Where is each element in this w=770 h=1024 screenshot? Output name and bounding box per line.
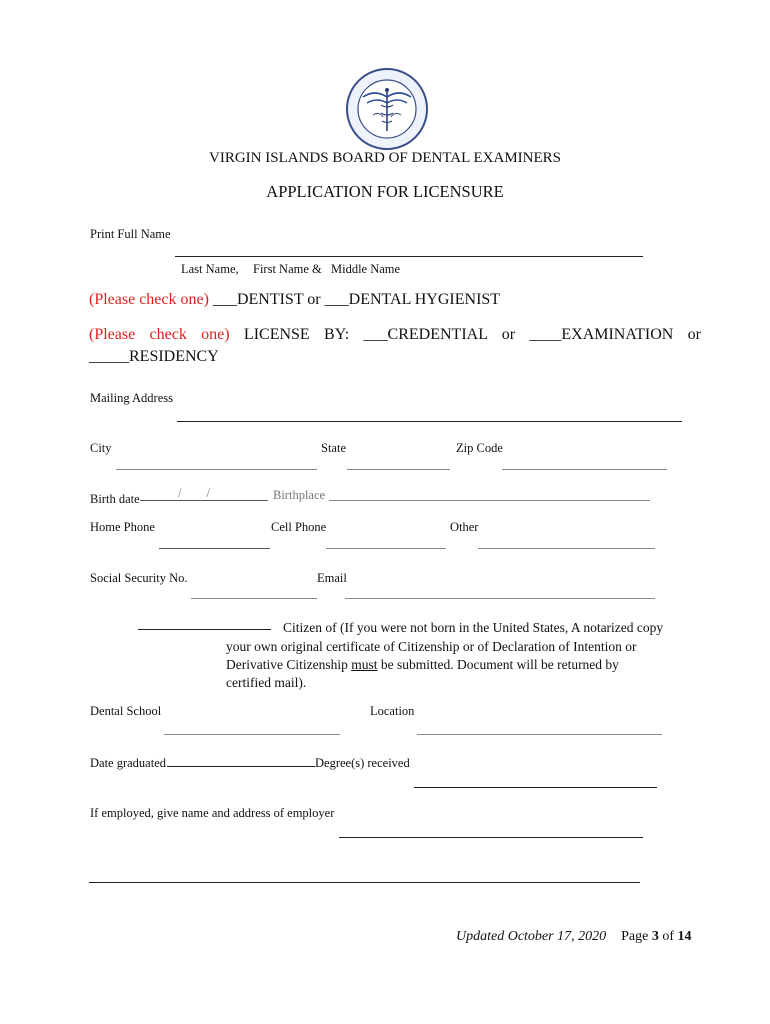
application-title: APPLICATION FOR LICENSURE bbox=[266, 182, 504, 201]
dental-school-field[interactable] bbox=[164, 734, 340, 735]
home-phone-field[interactable] bbox=[159, 548, 270, 549]
first-name-sublabel: First Name & bbox=[253, 262, 322, 276]
zip-field[interactable] bbox=[502, 469, 667, 470]
other-phone-label: Other bbox=[450, 520, 479, 534]
employer-label: If employed, give name and address of employer bbox=[90, 806, 335, 820]
full-name-label: Print Full Name bbox=[90, 227, 171, 241]
mailing-address-field[interactable] bbox=[177, 421, 682, 422]
full-name-field[interactable] bbox=[175, 256, 643, 257]
birth-date-slashes: / / bbox=[178, 486, 210, 500]
degree-field[interactable] bbox=[414, 787, 657, 788]
cell-phone-label: Cell Phone bbox=[271, 520, 327, 534]
ssn-label: Social Security No. bbox=[90, 571, 188, 585]
profession-row bbox=[89, 291, 500, 309]
profession-prompt: (Please check one) bbox=[89, 291, 209, 308]
citizenship-line-4: certified mail). bbox=[226, 675, 307, 690]
license-residency[interactable]: _____RESIDENCY bbox=[89, 348, 219, 365]
last-name-sublabel: Last Name, bbox=[181, 262, 239, 276]
location-field[interactable] bbox=[417, 734, 662, 735]
city-field[interactable] bbox=[116, 469, 317, 470]
birthplace-field[interactable] bbox=[329, 500, 650, 501]
birthplace-label: Birthplace bbox=[273, 488, 326, 502]
citizenship-lead-text: Citizen of (If you were not born in the United States, A notarized copy bbox=[283, 620, 664, 635]
dental-school-label: Dental School bbox=[90, 704, 162, 718]
cell-phone-field[interactable] bbox=[326, 548, 446, 549]
mailing-address-label: Mailing Address bbox=[90, 391, 173, 405]
page-total: 14 bbox=[677, 929, 692, 944]
page-footer: Updated October 17, 2020 Page 3 of 14 bbox=[456, 929, 692, 944]
license-options[interactable]: LICENSE BY: ___CREDENTIAL or ____EXAMINATION or bbox=[229, 326, 702, 343]
middle-name-sublabel: Middle Name bbox=[331, 262, 401, 276]
citizenship-paragraph bbox=[226, 638, 668, 692]
board-title: VIRGIN ISLANDS BOARD OF DENTAL EXAMINERS bbox=[209, 150, 561, 166]
ssn-field[interactable] bbox=[191, 598, 317, 599]
employer-field-1[interactable] bbox=[339, 837, 643, 838]
license-row bbox=[89, 326, 701, 344]
profession-options[interactable]: ___DENTIST or ___DENTAL HYGIENIST bbox=[208, 291, 501, 308]
other-phone-field[interactable] bbox=[478, 548, 655, 549]
date-graduated-field[interactable] bbox=[167, 766, 315, 767]
email-field[interactable] bbox=[345, 598, 655, 599]
home-phone-label: Home Phone bbox=[90, 520, 155, 534]
page-number: 3 bbox=[651, 929, 659, 944]
state-label: State bbox=[321, 441, 346, 455]
citizenship-field[interactable] bbox=[138, 629, 271, 630]
citizenship-line-3: Derivative Citizenship must be submitted. Document will be returned by bbox=[226, 657, 619, 672]
location-label: Location bbox=[370, 704, 415, 718]
citizenship-line-2: your own original certificate of Citizenship or of Declaration of Intention or bbox=[226, 639, 637, 654]
state-field[interactable] bbox=[347, 469, 450, 470]
city-label: City bbox=[90, 441, 112, 455]
degree-label: Degree(s) received bbox=[315, 756, 410, 770]
birth-date-label: Birth date bbox=[90, 492, 140, 506]
license-prompt: (Please check one) bbox=[89, 326, 230, 343]
department-seal-logo bbox=[345, 67, 429, 151]
employer-field-2[interactable] bbox=[89, 882, 640, 883]
date-graduated-label: Date graduated bbox=[90, 756, 167, 770]
email-label: Email bbox=[317, 571, 347, 585]
must-emphasis: must bbox=[351, 657, 378, 672]
zip-label: Zip Code bbox=[456, 441, 503, 455]
updated-date: Updated October 17, 2020 bbox=[456, 929, 607, 944]
